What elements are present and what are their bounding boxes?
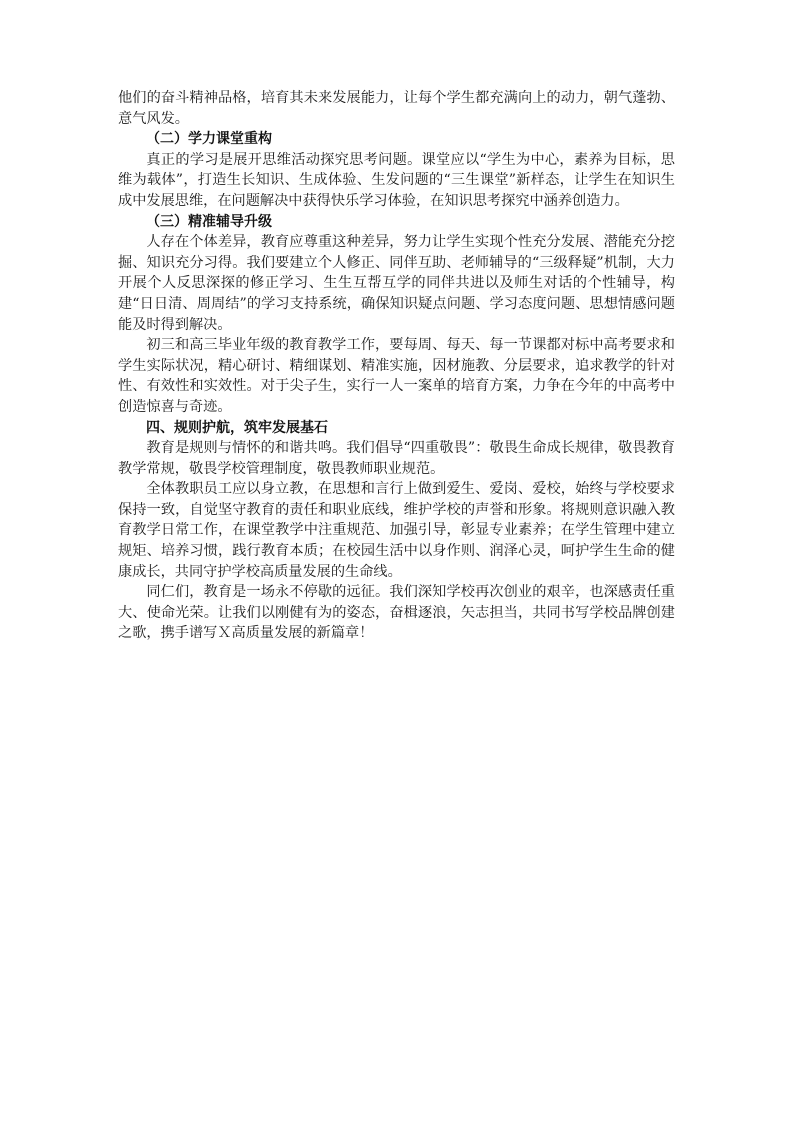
paragraph-classroom: 真正的学习是展开思维活动探究思考问题。课堂应以“学生为中心，素养为目标，思维为载体”，打造生长知识、生成体验、生发问题的“三生课堂”新样态，让学生在知识生成中发展思维，在问题解决中获得快乐学习体验，在知识思考探究中涵养创造力。 <box>118 151 675 209</box>
paragraph-staff-conduct: 全体教职员工应以身立教，在思想和言行上做到爱生、爱岗、爱校，始终与学校要求保持一致，自觉坚守教育的责任和职业底线，维护学校的声誉和形象。将规则意识融入教育教学日常工作，在课堂教学中注重规范、加强引导，彰显专业素养；在学生管理中建立规矩、培养习惯，践行教育本质；在校园生活中以身作则、润泽心灵，呵护学生生命的健康成长，共同守护学校高质量发展的生命线。 <box>118 481 675 580</box>
paragraph-four-reverences: 教育是规则与情怀的和谐共鸣。我们倡导“四重敬畏”：敬畏生命成长规律，敬畏教育教学常规，敬畏学校管理制度，敬畏教师职业规范。 <box>118 440 675 477</box>
section-heading-learning-classroom: （二）学力课堂重构 <box>146 131 272 148</box>
paragraph-continuation: 他们的奋斗精神品格，培育其未来发展能力，让每个学生都充满向上的动力，朝气蓬勃、意气风发。 <box>118 90 675 127</box>
paragraph-tutoring: 人存在个体差异，教育应尊重这种差异，努力让学生实现个性充分发展、潜能充分挖掘、知识充分习得。我们要建立个人修正、同伴互助、老师辅导的“三级释疑”机制，大力开展个人反思深探的修正学习、生生互帮互学的同伴共进以及师生对话的个性辅导，构建“日日清、周周结”的学习支持系统，确保知识疑点问题、学习态度问题、思想情感问题能及时得到解决。 <box>118 234 675 333</box>
paragraph-closing: 同仁们，教育是一场永不停歇的远征。我们深知学校再次创业的艰辛，也深感责任重大、使命光荣。让我们以刚健有为的姿态，奋楫逐浪，矢志担当，共同书写学校品牌创建之歌，携手谱写Ｘ高质量发展的新篇章！ <box>118 584 675 642</box>
section-heading-precise-tutoring: （三）精准辅导升级 <box>146 213 272 230</box>
section-heading-rules: 四、规则护航，筑牢发展基石 <box>146 419 328 436</box>
paragraph-graduation-grades: 初三和高三毕业年级的教育教学工作，要每周、每天、每一节课都对标中高考要求和学生实际状况，精心研讨、精细谋划、精准实施，因材施教、分层要求，追求教学的针对性、有效性和实效性。对于尖子生，实行一人一案单的培育方案，力争在今年的中高考中创造惊喜与奇迹。 <box>118 337 675 415</box>
document-body <box>118 88 675 644</box>
